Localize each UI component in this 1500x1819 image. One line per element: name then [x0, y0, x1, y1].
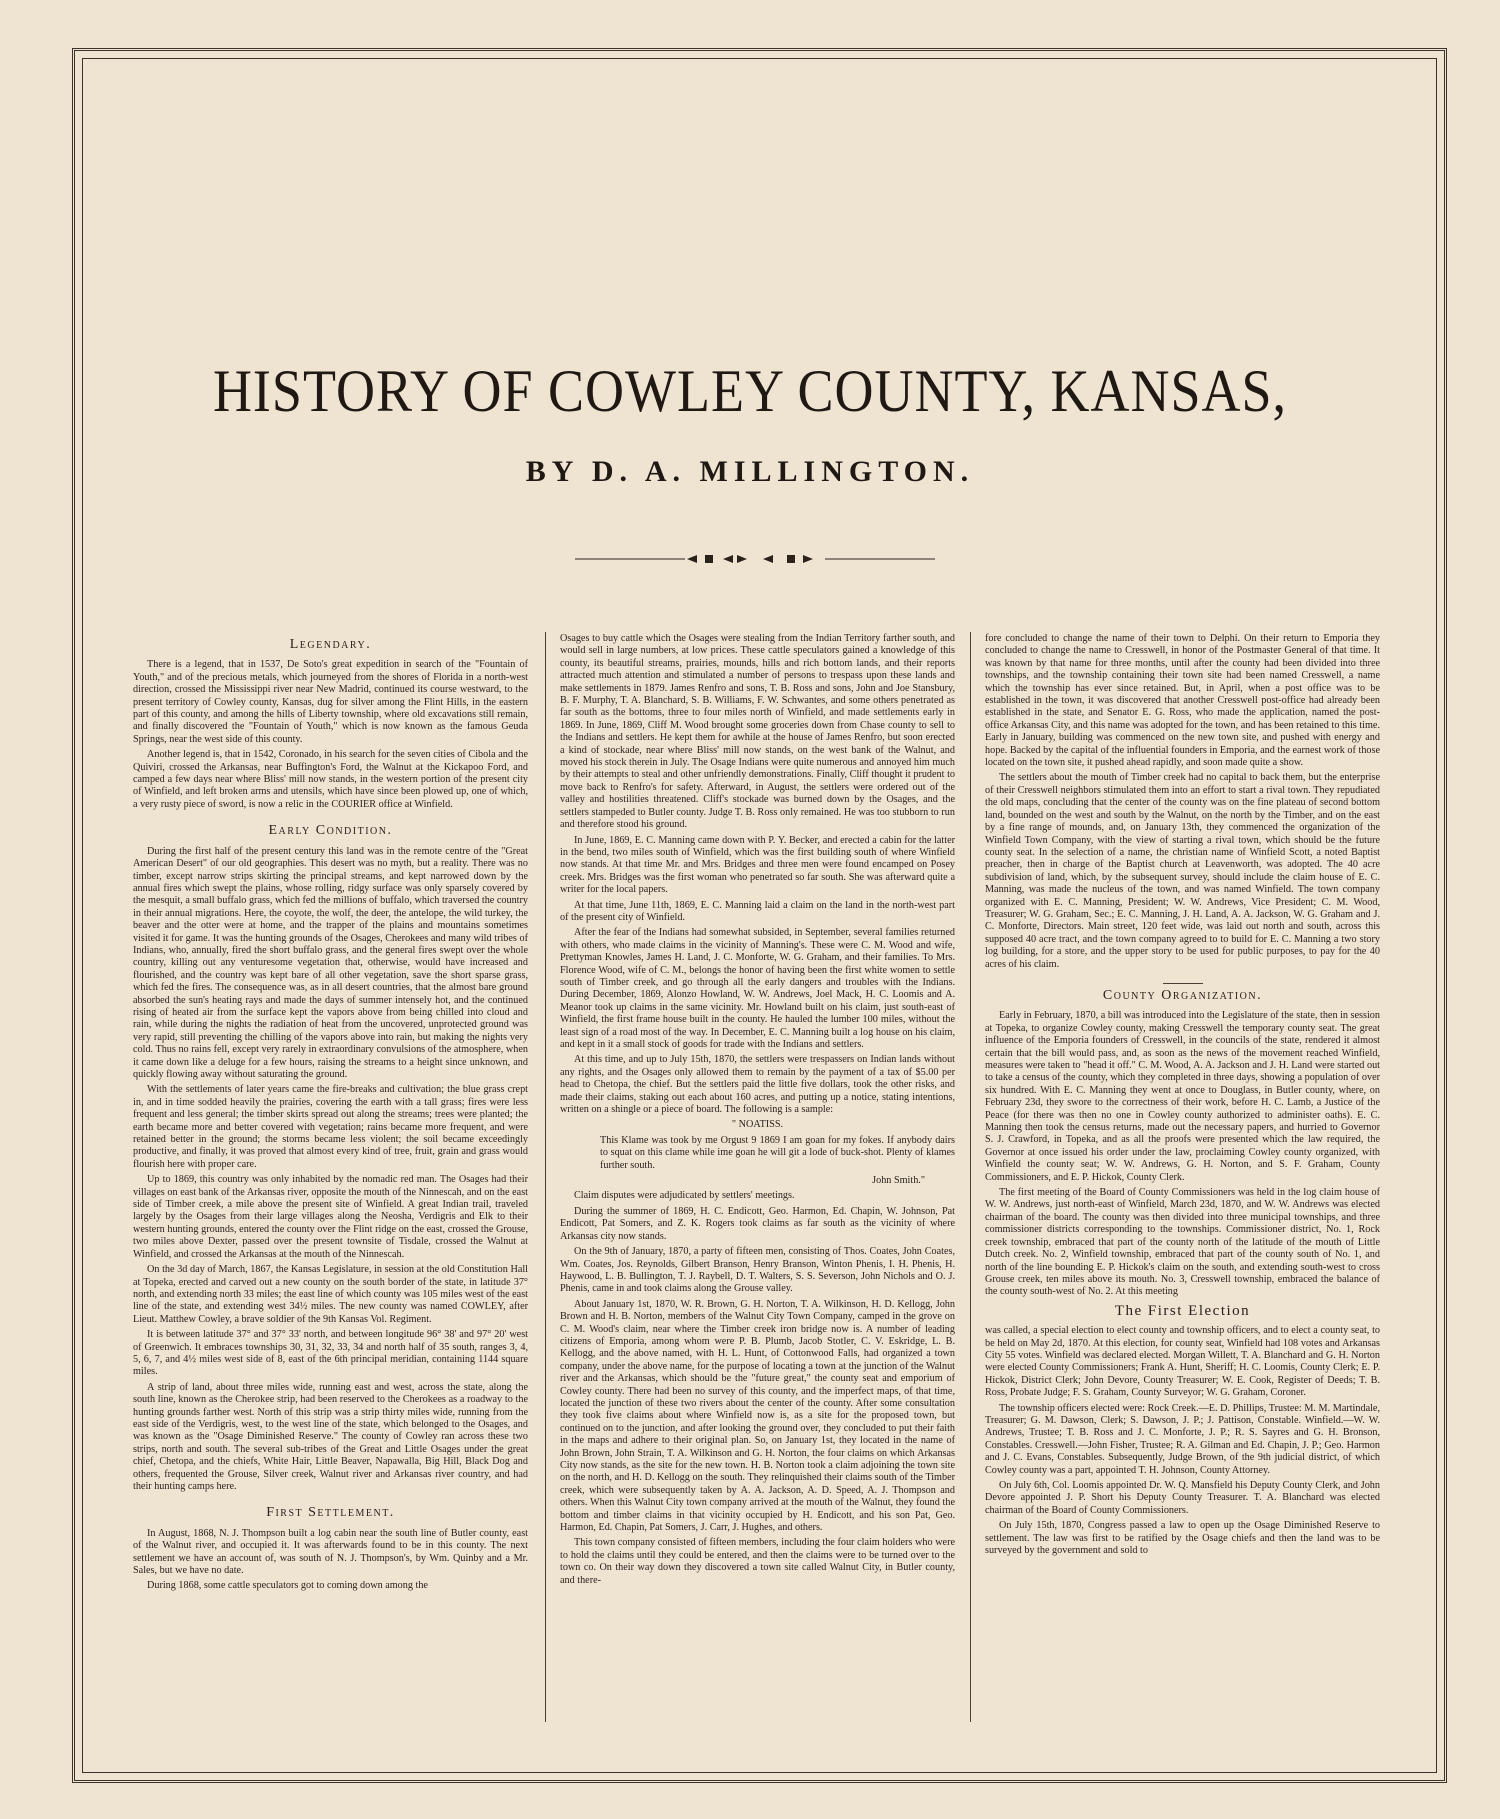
paragraph: On the 9th of January, 1870, a party of fifteen men, consisting of Thos. Coates, John Coates, Wm. Coates, Jos. Reynolds, Gilbert Branson, Henry Branson, Winton Phenis, I. H. Phenis, H. Haywood, L. B. Bullington, T. J. Raybell, D. T. Walters, S. S. Severson, John Nichols and O. J. Phenis, came in and took claims along the Grouse valley. [560, 1246, 955, 1295]
paragraph: There is a legend, that in 1537, De Soto's great expedition in search of the "Fountain of Youth," and of the precious metals, which journeyed from the shores of Florida in a north-west direction, crossed the Mississippi river near New Madrid, continued its course westward, to the present territory of Cowley county, Kansas, dug for silver among the Flint Hills, in the eastern part of this county, and among the hills of Liberty township, where old excavations still remain, and finally discovered the "Fountain of Youth," which is now known as the famous Geuda Springs, near the west side of this county. [133, 659, 528, 745]
paragraph: On July 6th, Col. Loomis appointed Dr. W. Q. Mansfield his Deputy County Clerk, and John Devore appointed J. P. Short his Deputy County Treasurer. T. A. Blanchard was elected chairman of the Board of County Commissioners. [985, 1480, 1380, 1516]
column-2 [560, 633, 955, 1723]
column-rule [545, 632, 546, 1722]
column-1 [133, 633, 528, 1723]
paragraph: On July 15th, 1870, Congress passed a law to open up the Osage Diminished Reserve to settlement. The law was first to be ratified by the Osage chiefs and then the land was to be surveyed by the government and sold to [985, 1520, 1380, 1557]
paragraph: In August, 1868, N. J. Thompson built a log cabin near the south line of Butler county, east of the Walnut river, and occupied it. It was afterwards found to be in this county. The next settlement we have an account of, was south of N. J. Thompson's, by Wm. Quinby and a Mr. Sales, but we have no date. [133, 1527, 528, 1577]
paragraph: Claim disputes were adjudicated by settlers' meetings. [574, 1190, 795, 1202]
paragraph: With the settlements of later years came the fire-breaks and cultivation; the blue grass crept in, and in time sodded heavily the prairies, covering the earth with a tall grass; fires were less frequent and less general; the timber skirts spread out along the streams; trees were planted; the earth became more and better covered with vegetation; rains became more frequent, and were retained better in the ground; the storms became less violent; the soil became exceedingly productive, and finally, it was proved that almost every kind of tree, fruit, grain and grass would flourish here with proper care. [133, 1084, 528, 1170]
paragraph: Early in February, 1870, a bill was introduced into the Legislature of the state, then in session at Topeka, to organize Cowley county, making Cresswell the temporary county seat. The great influence of the Emporia founders of Cresswell, in the councils of the state, rendered it almost certain that the bill would pass, and, as soon as the news of the movement reached Winfield, measures were taken to "head it off." C. M. Wood, A. A. Jackson and J. H. Land were started out to take a census of the county, which they completed in three days, showing a population of over six hundred. With E. C. Manning they went at once to Douglass, in Butler county, where, on February 23d, they swore to the correctness of their work, before H. C. Lamb, a Justice of the Peace (for there was then no one in Cowley county authorized to administer oaths). E. C. Manning then took the census returns, made out the necessary papers, and hurried to Governor S. J. Crawford, in Topeka, and as all the proofs were presented which the law required, the Governor at once issued his order under the law, proclaiming Cowley county organized, with Winfield the county seat; W. W. Andrews, G. H. Norton, and S. F. Graham, County Commissioners, and E. P. Hickok, County Clerk. [985, 1010, 1380, 1183]
notice-signature: John Smith." [872, 1175, 925, 1187]
section-heading-early-condition: Early Condition. [268, 823, 393, 839]
page-title: HISTORY OF COWLEY COUNTY, KANSAS, [212, 357, 1288, 425]
paragraph: was called, a special election to elect county and township officers, and to elect a county seat, to be held on May 2d, 1870. At this election, for county seat, Winfield had 108 votes and Arkansas City 55 votes. Winfield was declared elected. Morgan Willett, T. A. Blanchard and G. H. Norton were elected County Commissioners; Frank A. Hunt, Sheriff; H. C. Loomis, County Clerk; E. P. Hickok, District Clerk; John Devore, County Treasurer; W. E. Cook, Register of Deeds; T. B. Ross, Probate Judge; F. S. Graham, County Surveyor; W. G. Graham, Coroner. [985, 1325, 1380, 1399]
paragraph: It is between latitude 37° and 37° 33' north, and between longitude 96° 38' and 97° 20' west of Greenwich. It embraces townships 30, 31, 32, 33, 34 and north half of 35 south, ranges 3, 4, 5, 6, 7, and 4½ miles west side of 8, east of the 6th principal meridian, containing 1144 square miles. [133, 1329, 528, 1378]
notice-text: This Klame was took by me Orgust 9 1869 I am goan for my fokes. If anybody dairs to squat on this clame while ime goan he will git a lode of buck-shot. Plenty of klames further south. [600, 1134, 955, 1171]
paragraph: Up to 1869, this country was only inhabited by the nomadic red man. The Osages had their villages on east bank of the Arkansas river, opposite the mouth of the Ninnescah, and on the east side of Timber creek, a mile above the present site of Winfield. A great Indian trail, traveled largely by the Osages from their large villages along the Neosha, Verdigris and Elk to their western hunting grounds, entered the county over the Flint ridge on the east, crossed the Grouse, two miles above Dexter, passed over the present townsite of Tisdale, crossed the Walnut at Winfield, and crossed the Arkansas at the mouth of the Ninnescah. [133, 1174, 528, 1260]
paragraph: At that time, June 11th, 1869, E. C. Manning laid a claim on the land in the north-west part of the present city of Winfield. [560, 899, 955, 923]
paragraph: The township officers elected were: Rock Creek.—E. D. Phillips, Trustee: M. M. Martindale, Treasurer; G. M. Dawson, Clerk; S. Dawson, J. P.; J. Pattison, Constable. Winfield.—W. W. Andrews, Trustee; T. B. Ross and J. C. Monforte, J. P.; R. S. Sayres and G. H. Bronson, Constables. Cresswell.—John Fisher, Trustee; R. A. Gilman and Ed. Chapin, J. P.; Geo. Harmon and J. C. Evans, Constables. Subsequently, Judge Brown, of the 9th judicial district, of which Cowley county was a part, appointed T. H. Johnson, County Attorney. [985, 1402, 1380, 1476]
paragraph: During the first half of the present century this land was in the remote centre of the "Great American Desert" of our old geographies. This desert was no myth, but a reality. There was no timber, except narrow strips skirting the principal streams, and kept narrowed down by the annual fires which swept the plains, whose rolling, ridgy surface was only sparsely covered by the mesquit, a small buffalo grass, which fed the millions of buffalo, which traversed the country in their annual migrations. Here, the coyote, the wolf, the deer, the antelope, the wild turkey, the beaver and the otter were at home, and the trapper of the plains and mountains sometimes visited it for game. It was the hunting grounds of the Osages, Cherokees and many wild tribes of Indians, who, annually, fired the short buffalo grass, and the general fires swept over the whole country, killing out any venturesome vegetation that, otherwise, would have increased and flourished, and the country was kept bare of all other vegetation, save the short sparse grass, which fed the fires. The consequence was, as in all desert countries, that the almost bare ground absorbed the sun's heating rays and made the days of summer intensely hot, and the continued rising of heated air from the surface kept the vapors above from being chilled into cloud and rain, while during the nights the radiation of heat from the uncovered, unprotected ground was very rapid, still preventing the chilling of the vapors above into rain, but making the nights very cold. Thus no rains fell, except very rarely in extraordinary convulsions of the atmosphere, when it came down like a deluge for a few hours, raising the streams to a height since unknown, and quickly flowing away without saturating the ground. [133, 845, 528, 1080]
section-heading-first-election: The First Election [1114, 1302, 1251, 1319]
paragraph: At this time, and up to July 15th, 1870, the settlers were trespassers on Indian lands without any rights, and the Osages only allowed them to remain by the payment of a tax of $5.00 per head to Chetopa, the chief. But the settlers paid the little five dollars, took the other risks, and made their claims, staking out each about 160 acres, and putting up a notice, stating intentions, written on a shingle or a piece of board. The following is a sample: [560, 1054, 955, 1116]
section-heading-first-settlement: First Settlement. [266, 1505, 395, 1521]
byline: BY D. A. MILLINGTON. [525, 455, 975, 488]
paragraph: About January 1st, 1870, W. R. Brown, G. H. Norton, T. A. Wilkinson, H. D. Kellogg, John Brown and H. B. Norton, members of the Walnut City Town Company, camped in the grove on C. M. Wood's claim, near where the Timber creek iron bridge now is. A number of leading citizens of Emporia, among whom were P. B. Plumb, Jacob Stotler, C. V. Eskridge, L. B. Kellogg, and the above named, with H. L. Hunt, of Cottonwood Falls, had organized a town company, under the above name, for the purpose of locating a town at the junction of the Walnut river and the Arkansas, which should be the "future great," the county seat and emporium of Cowley county. There had been no survey of this county, and the imperfect maps, of that time, located the junction of these two rivers about the center of the county. After some consultation they took five claims about where Winfield now is, as a site for the proposed town, but continued on to the junction, and after looking the ground over, they concluded to put their faith in the maps and adhere to their original plan. So, on January 1st, they located in the name of John Brown, John Strain, T. A. Wilkinson and G. H. Norton, the four claims on which Arkansas City now stands, as the site for the new town. H. B. Norton took a claim adjoining the town site on the north, and H. D. Kellogg on the south. They relinquished their claims south of the Timber creek, which were subsequently taken by A. A. Jackson, A. D. Speed, A. J. Thompson and others. When this Walnut City town company arrived at the mouth of the Walnut, they found the bottom and timber claims in that vicinity occupied by H. Endicott, and his son Pat, Geo. Harmon, Ed. Chapin, Pat Somers, J. Carr, J. Hughes, and others. [560, 1298, 955, 1534]
paragraph: During 1868, some cattle speculators got to coming down among the [147, 1580, 428, 1592]
section-heading-county-organization: County Organization. [1102, 987, 1263, 1003]
paragraph: Osages to buy cattle which the Osages were stealing from the Indian Territory farther south, and would sell in large numbers, at low prices. These cattle speculators gained a knowledge of this county, its beautiful streams, prairies, mounds, hills and rich bottom lands, and their reports attracted much attention and stimulated a number of persons to trespass upon these lands and make settlements in 1879. James Renfro and sons, T. B. Ross and sons, John and Joe Stansbury, B. F. Murphy, T. A. Blanchard, S. B. Williams, F. W. Schwantes, and some others penetrated as far south as the bottoms, three to four miles north of Winfield, and made settlements early in 1869. In June, 1869, Cliff M. Wood brought some groceries down from Chase county to sell to the Indians and settlers. He kept them for awhile at the house of James Renfro, but soon erected a kind of stockade, near where Bliss' mill now stands, on the west bank of the Walnut, and moved his stock therein in July. The Osage Indians were quite numerous and annoyed him much by their attempts to steal and other unfriendly demonstrations. Finally, Cliff thought it prudent to move back to Renfro's for safety. Afterward, in August, the settlers were ordered out of the valley and hostilities threatened. Cliff's stockade was burned down by the Osages, and the settlers stampeded to Butler county. Judge T. B. Ross only remained. He was too stubborn to run and therefore stood his ground. [560, 633, 955, 831]
paragraph: On the 3d day of March, 1867, the Kansas Legislature, in session at the old Constitution Hall at Topeka, erected and carved out a new county on the south border of the state, in latitude 37° north, and extending north 33 miles; the east line of which county was 105 miles west of the east line of the state, and extending west 34½ miles. The new county was named COWLEY, after Lieut. Matthew Cowley, a brave soldier of the 9th Kansas Vol. Regiment. [133, 1264, 528, 1325]
heading-rule [1163, 983, 1203, 984]
paragraph: Another legend is, that in 1542, Coronado, in his search for the seven cities of Cibola and the Quiviri, crossed the Arkansas, near Buffington's Ford, the Walnut at the Kickapoo Ford, and camped a few days near where Bliss' mill now stands, in the western portion of the present city of Winfield, and left broken arms and utensils, which have since been plowed up, one of which, a very rusty piece of sword, is now a relic in the COURIER office at Winfield. [133, 749, 528, 810]
section-heading-legendary: Legendary. [289, 637, 372, 652]
column-rule [970, 632, 971, 1722]
ornament-divider [575, 552, 935, 566]
paragraph: A strip of land, about three miles wide, running east and west, across the state, along the south line, known as the Cherokee strip, had been reserved to the Cherokees as a roadway to the hunting grounds farther west. North of this strip was a strip thirty miles wide, running from the east side of the Verdigris, west, to the west line of the state, which belonged to the Osages, and was known as the "Osage Diminished Reserve." The county of Cowley ran across these two strips, north and south. The several sub-tribes of the Great and Little Osages under the great chief, Chetopa, and the chiefs, White Hair, Little Beaver, Napawalla, Big Hill, Black Dog and others, frequented the Grouse, Silver creek, Walnut river and Arkansas river country, and had their hunting camps here. [133, 1381, 528, 1492]
paragraph: The first meeting of the Board of County Commissioners was held in the log claim house of W. W. Andrews, just north-east of Winfield, March 23d, 1870, and W. W. Andrews was elected chairman of the board. The county was then divided into three municipal townships, and three commissioner districts corresponding to the townships. Commissioner district, No. 1, Rock creek township, embraced that part of the county north of the latitude of the mouth of Little Dutch creek. No. 2, Winfield township, embraced that part of the county south of No. 1, and north of the line bounding E. P. Hickok's claim on the south, and extending south-west to cross Grouse creek, ten miles above its mouth. No. 3, Cresswell township, embraced the balance of the county south-west of No. 2. At this meeting [985, 1187, 1380, 1298]
paragraph: After the fear of the Indians had somewhat subsided, in September, several families returned with others, who made claims in the vicinity of Manning's. These were C. M. Wood and wife, Prettyman Knowles, James H. Land, J. C. Monforte, W. G. Graham, and their families. To Mrs. Florence Wood, wife of C. M., belongs the honor of having been the first white women to settle south of Timber creek, and go through all the early dangers and troubles with the Indians. During December, 1869, Alonzo Howland, W. W. Andrews, Joel Mack, H. C. Loomis and A. Meanor took up claims in the same vicinity. Mr. Howland built on his claim, just south-east of Winfield, the first frame house built in the county. He hauled the lumber 100 miles, without the least sign of a road most of the way. In December, E. C. Manning built a log house on his claim, and kept in it a small stock of goods for trade with the Indians and settlers. [560, 927, 955, 1050]
notice-heading: " NOATISS. [731, 1119, 784, 1131]
paragraph: fore concluded to change the name of their town to Delphi. On their return to Emporia they concluded to change the name to Cresswell, in honor of the Postmaster General of that time. It was known by that name for three months, until after the county had been divided into three townships, and the township containing their town site had been named Cresswell, a name which the township has ever since retained. But, in April, when a post office was to be established in the town, it was discovered that another Cresswell post-office had already been established in the state, and Senator E. G. Ross, who made the application, named the post-office Arkansas City, and this name was adopted for the town, and has been retained to this time. Early in January, building was commenced on the new town site, and pushed with energy and hope. Backed by the capital of the influential founders in Emporia, and the earnest work of those located on the town site, it pushed ahead rapidly, and soon made quite a show. [985, 633, 1380, 769]
column-3 [985, 633, 1380, 1723]
paragraph: The settlers about the mouth of Timber creek had no capital to back them, but the enterprise of their Cresswell neighbors stimulated them into an effort to start a rival town. They repudiated the old maps, concluding that the center of the county was on the fine plateau of second bottom land, bounded on the west and south by the Walnut, on the north by the Timber, and on the east by a fine range of mounds, and, on January 13th, they commenced the organization of the Winfield Town Company, with the view of starting a rival town, which should be the future county seat. In the selection of a name, the christian name of Winfield Scott, a noted Baptist preacher, then in charge of the Baptist church at Leavenworth, was adopted. The 40 acre subdivision of land, which, by the subsequent survey, should include the claim house of E. C. Manning, was made the nucleus of the town, and was named Winfield. The town company organized with E. C. Manning, President; W. W. Andrews, Vice President; C. M. Wood, Treasurer; W. G. Graham, Sec.; E. C. Manning, J. H. Land, A. A. Jackson, W. G. Graham and J. C. Monforte, Directors. Main street, 120 feet wide, was laid out north and south, across this supposed 40 acre tract, and the town company agreed to to build for E. C. Manning a two story log building, for a store, and the upper story to be used for public purposes, to pay for the 40 acres of his claim. [985, 772, 1380, 970]
paragraph: In June, 1869, E. C. Manning came down with P. Y. Becker, and erected a cabin for the latter in the bend, two miles south of Winfield, which was the first building south of where Winfield now stands. At that time Mr. and Mrs. Bridges and three men were found encamped on Posey creek. Mrs. Bridges was the first woman who penetrated so far south. She was afterward quite a writer for the local papers. [560, 834, 955, 896]
paragraph: This town company consisted of fifteen members, including the four claim holders who were to hold the claims until they could be entered, and then the claims were to be turned over to the town co. On their way down they discovered a town site called Walnut City, in Butler county, and there- [560, 1537, 955, 1586]
paragraph: During the summer of 1869, H. C. Endicott, Geo. Harmon, Ed. Chapin, W. Johnson, Pat Endicott, Pat Somers, and Z. K. Rogers took claims as far south as the vicinity of where Arkansas city now stands. [560, 1205, 955, 1242]
